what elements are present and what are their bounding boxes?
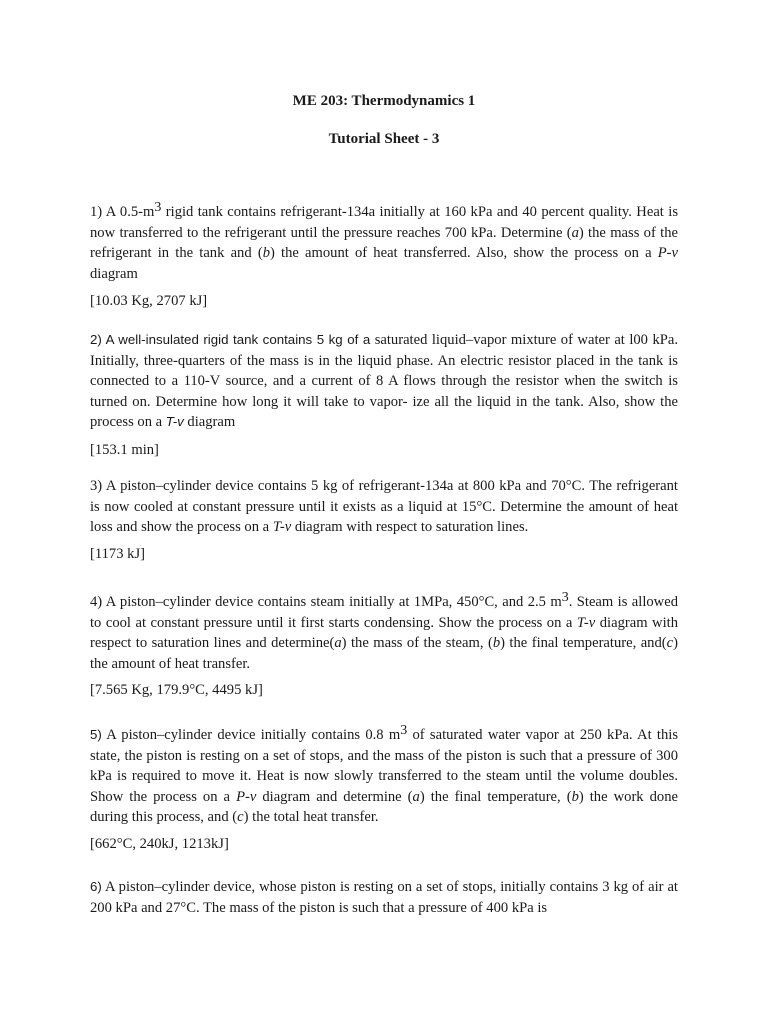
problem-number: 2) — [90, 332, 102, 347]
problem-number: 5) — [90, 727, 102, 742]
problem-number: 6) — [90, 879, 102, 894]
answer-4: [7.565 Kg, 179.9°C, 4495 kJ] — [90, 682, 263, 698]
problem-6: 6) A piston–cylinder device, whose piston is resting on a set of stops, initially contains 3 kg of air at 200 kPa and 27°C. The mass of the piston is such that a pressure of 400 kPa is — [90, 879, 678, 916]
page-title: ME 203: Thermodynamics 1 — [292, 93, 476, 109]
problem-3: 3) A piston–cylinder device contains 5 kg of refrigerant-134a at 800 kPa and 70°C. The refrigerant is now cooled at constant pressure until it exists as a liquid at 15°C. Determine the amount of heat loss and show the process on a T-v diagram with respect to saturation lines. — [90, 478, 678, 536]
page-subtitle: Tutorial Sheet - 3 — [328, 131, 440, 147]
problem-number: 4) — [90, 594, 103, 610]
problem-number: 3) — [90, 478, 103, 494]
answer-1: [10.03 Kg, 2707 kJ] — [90, 293, 208, 309]
answer-3: [1173 kJ] — [90, 546, 145, 562]
problem-number: 1) — [90, 204, 103, 220]
answer-5: [662°C, 240kJ, 1213kJ] — [90, 836, 229, 852]
problem-1: 1) A $0.5-m^3$ rigid tank contains refrigerant-134a initially at 160 kPa and 40 percent quality. Heat is now transferred to the refrigerant until the pressure reaches 700 kPa. Determine (a) the mass of the refrigerant in the tank and (b) the amount of heat transferred. Also, show the process on a P-v diagram — [90, 200, 678, 282]
problem-2: 2) A well-insulated rigid tank contains 5 kg of a saturated liquid–vapor mixture of water at l00 kPa. Initially, three-quarters of the mass is in the liquid phase. An electric resistor placed in the tank is connected to a 110-V source, and a current of 8 A flows through the resistor when the switch is turned on. Determine how long it will take to vapor- ize all the liquid in the tank. Also, show the process on a T-v diagram — [90, 332, 678, 431]
answer-2: [153.1 min] — [90, 442, 159, 458]
problem-4: 4) A piston–cylinder device contains steam initially at 1MPa, 450°C, and 2.5 $m^3$. Steam is allowed to cool at constant pressure until it first starts condensing. Show the process on a T-v diagram with respect to saturation lines and determine(a) the mass of the steam, (b) the final temperature, and(c) the amount of heat transfer. — [90, 590, 678, 672]
problem-5: 5) A piston–cylinder device initially contains 0.8 $m^3$ of saturated water vapor at 250 kPa. At this state, the piston is resting on a set of stops, and the mass of the piston is such that a pressure of 300 kPa is required to move it. Heat is now slowly transferred to the steam until the volume doubles. Show the process on a P-v diagram and determine (a) the final temperature, (b) the work done during this process, and (c) the total heat transfer. — [90, 723, 679, 826]
